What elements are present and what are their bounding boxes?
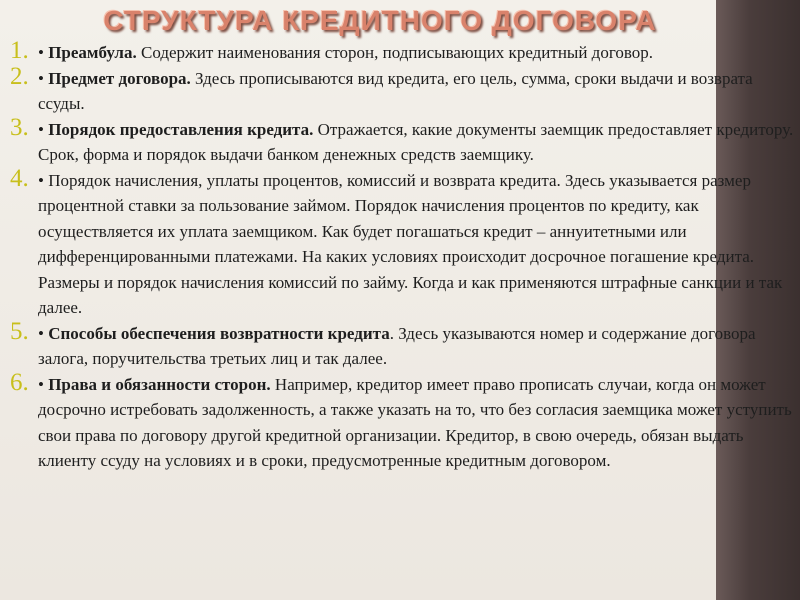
bullet: • <box>38 374 44 394</box>
item-number: 6. <box>10 368 29 396</box>
bullet: • <box>38 43 44 62</box>
item-text: Отражается, какие документы заемщик предоставляет кредитору. Срок, форма и порядок выдачи банком денежных средств заемщику. <box>38 119 794 164</box>
list-item <box>10 62 794 117</box>
item-text: Порядок начисления, уплаты процентов, комиссий и возврата кредита. Здесь указывается размер процентной ставки за пользование займом. Порядок начисления процентов по кредиту, как осуществляется их уплата заемщиком. Как будет погашаться кредит – аннуитетными или дифференцированными платежами. На каких условиях происходит досрочное погашение кредита. Размеры и порядок начисления комиссий по займу. Когда и как применяются штрафные санкции и так далее. <box>38 170 783 317</box>
item-number: 5. <box>10 317 29 345</box>
bullet: • <box>38 323 44 343</box>
item-text: Содержит наименования сторон, подписывающих кредитный договор. <box>136 43 654 62</box>
item-heading: Способы обеспечения возвратности кредита <box>48 323 390 343</box>
item-number: 1. <box>10 37 29 64</box>
slide-title: СТРУКТУРА КРЕДИТНОГО ДОГОВОРА <box>103 5 657 36</box>
item-text: . Здесь указываются номер и содержание договора залога, поручительства третьих лиц и так далее. <box>38 323 756 368</box>
item-heading: Права и обязанности сторон. <box>48 374 271 394</box>
bullet: • <box>38 119 44 139</box>
numbered-list <box>10 37 794 474</box>
bullet: • <box>38 68 44 88</box>
item-text: Например, кредитор имеет право прописать случаи, когда он может досрочно истребовать задолженность, а также указать на то, что без согласия заемщика может уступить свои права по договору другой кредитной организации. Кредитор, в свою очередь, обязан выдать клиенту ссуду на условиях и в сроки, предусмотренные кредитным договором. <box>38 374 792 470</box>
item-heading: Порядок предоставления кредита. <box>48 119 314 139</box>
item-number: 3. <box>10 113 29 141</box>
item-number: 2. <box>10 62 29 90</box>
list-item <box>10 164 794 321</box>
bullet: • <box>38 170 44 190</box>
item-text: Здесь прописываются вид кредита, его цель, сумма, сроки выдачи и возврата ссуды. <box>38 68 753 113</box>
list-item <box>10 317 794 372</box>
item-heading: Предмет договора. <box>48 68 191 88</box>
list-item <box>10 113 794 168</box>
item-heading: Преамбула. <box>48 43 137 62</box>
list-item <box>10 368 794 474</box>
item-number: 4. <box>10 164 29 192</box>
list-item <box>10 37 794 66</box>
